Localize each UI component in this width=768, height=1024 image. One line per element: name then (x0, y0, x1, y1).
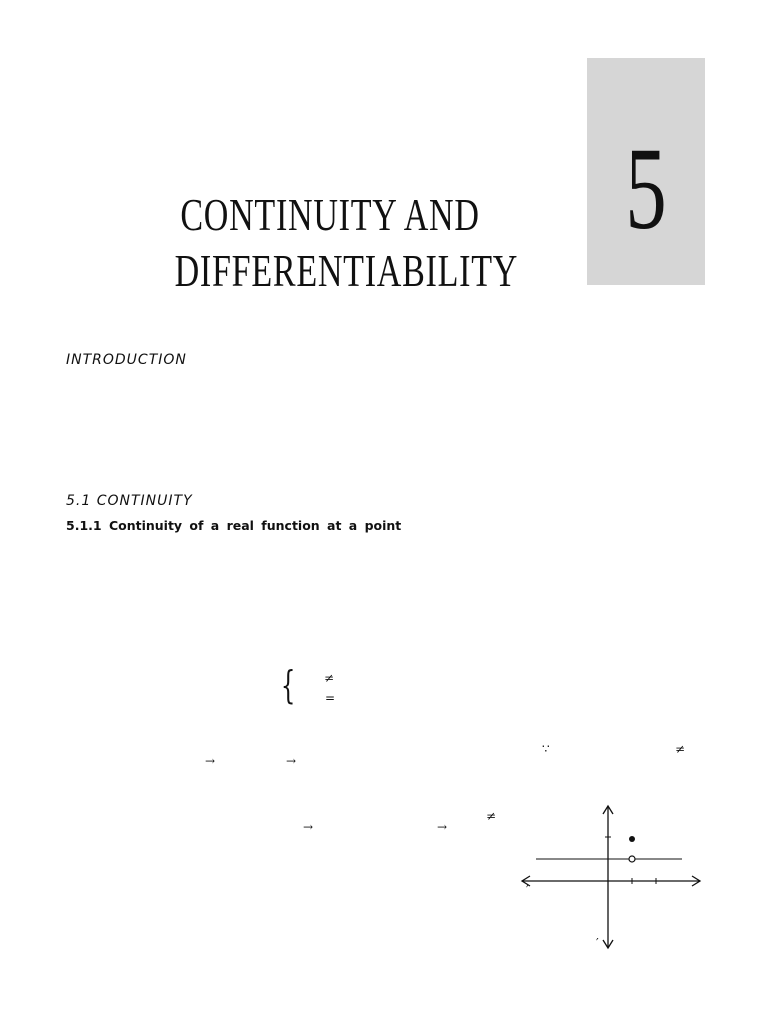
arrow-symbol: → (437, 820, 448, 834)
arrow-symbol: → (286, 754, 297, 768)
introduction-heading: INTRODUCTION (66, 352, 187, 368)
not-equal-symbol: ≠ (675, 742, 686, 756)
chapter-title-line-1: CONTINUITY AND (180, 189, 480, 240)
prime-mark: ′ (596, 936, 599, 950)
chapter-number: 5 (625, 123, 667, 254)
because-symbol: ∵ (542, 742, 550, 756)
prime-mark: ′ (526, 883, 529, 897)
not-equal-symbol: ≠ (324, 671, 335, 685)
filled-point (629, 836, 635, 842)
open-point (629, 856, 635, 862)
function-graph (516, 800, 708, 952)
arrow-symbol: → (205, 754, 216, 768)
chapter-number-box (587, 58, 705, 285)
piecewise-brace: { (280, 663, 296, 707)
arrow-symbol: → (303, 820, 314, 834)
equal-symbol: = (325, 691, 336, 705)
not-equal-symbol: ≠ (486, 809, 497, 823)
chapter-title-line-2: DIFFERENTIABILITY (174, 245, 519, 296)
section-5-1-heading: 5.1 CONTINUITY (66, 493, 193, 509)
subsection-5-1-1-heading: 5.1.1 Continuity of a real function at a point (66, 518, 402, 533)
